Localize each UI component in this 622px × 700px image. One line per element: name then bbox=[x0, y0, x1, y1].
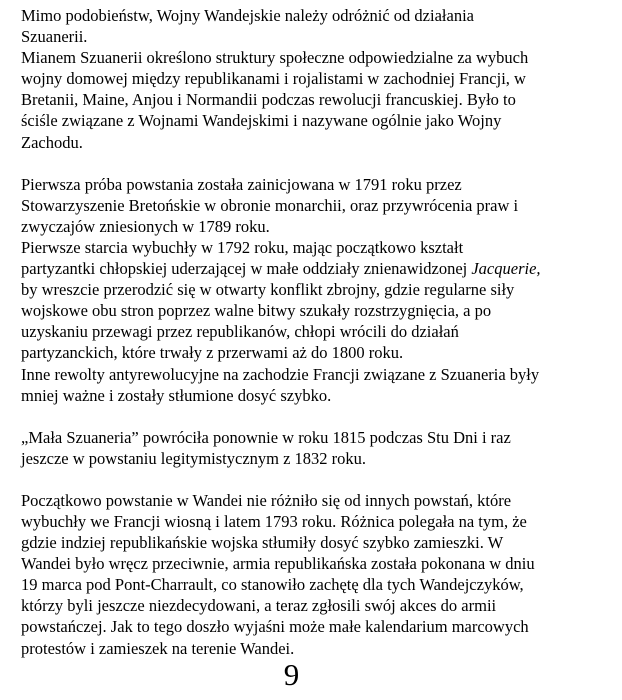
paragraph-szuaneria-definition: Mimo podobieństw, Wojny Wandejskie należy odróżnić od działania Szuanerii. Mianem Szuanerii określono struktury społeczne odpowiedzialne za wybuch wojny domowej między republikanami i rojalistami w zachodniej Francji, w Bretanii, Maine, Anjou i Normandii podczas rewolucji francuskiej. Było to ściśle związane z Wojnami Wandejskimi i nazywane ogólnie jako Wojny Zachodu. bbox=[21, 6, 529, 152]
paragraph-first-uprising bbox=[21, 174, 611, 406]
paragraph-spacer bbox=[21, 153, 611, 174]
paragraph-wandea-uprising: Początkowo powstanie w Wandei nie różniło się od innych powstań, które wybuchły we Francji wiosną i latem 1793 roku. Różnica polegała na tym, że gdzie indziej republikańskie wojska stłumiły dosyć szybko zamieszki. W Wandei było wręcz przeciwnie, armia republikańska została pokonana w dniu 19 marca pod Pont-Charrault, co stanowiło zachętę dla tych Wandejczyków, którzy byli jeszcze niezdecydowani, a teraz zgłosili swój akces do armii powstańczej. Jak to tego doszło wyjaśni może małe kalendarium marcowych protestów i zamieszek na terenie Wandei. bbox=[21, 490, 535, 658]
paragraph-spacer bbox=[21, 469, 611, 490]
paragraph-mala-szuaneria: „Mała Szuaneria” powróciła ponownie w roku 1815 podczas Stu Dni i raz jeszcze w powstaniu legitymistycznym z 1832 roku. bbox=[21, 427, 511, 468]
italic-term-jacquerie: Jacquerie, bbox=[471, 259, 541, 279]
paragraph-first-uprising-text-end: by wreszcie przerodzić się w otwarty konflikt zbrojny, gdzie regularne siły wojskowe obu stron poprzez walne bitwy szukały rozstrzygnięcia, a po uzyskaniu przewagi przez republikanów, chłopi wrócili do działań partyzanckich, które trwały z przerwami aż do 1800 roku. Inne rewolty antyrewolucyjne na zachodzie Francji związane z Szuaneria były mniej ważne i zostały stłumione dosyć szybko. bbox=[21, 280, 540, 405]
page-number: 9 bbox=[283, 657, 300, 692]
paragraph-first-uprising-text-start: Pierwsza próba powstania została zainicjowana w 1791 roku przez Stowarzyszenie Bretońskie w obronie monarchii, oraz przywrócenia praw i zwyczajów zniesionych w 1789 roku. Pierwsze starcia wybuchły w 1792 roku, mając początkowo kształt partyzantki chłopskiej uderzającej w małe oddziały znienawidzonej bbox=[21, 174, 519, 279]
document-body bbox=[21, 5, 611, 659]
paragraph-spacer bbox=[21, 406, 611, 427]
